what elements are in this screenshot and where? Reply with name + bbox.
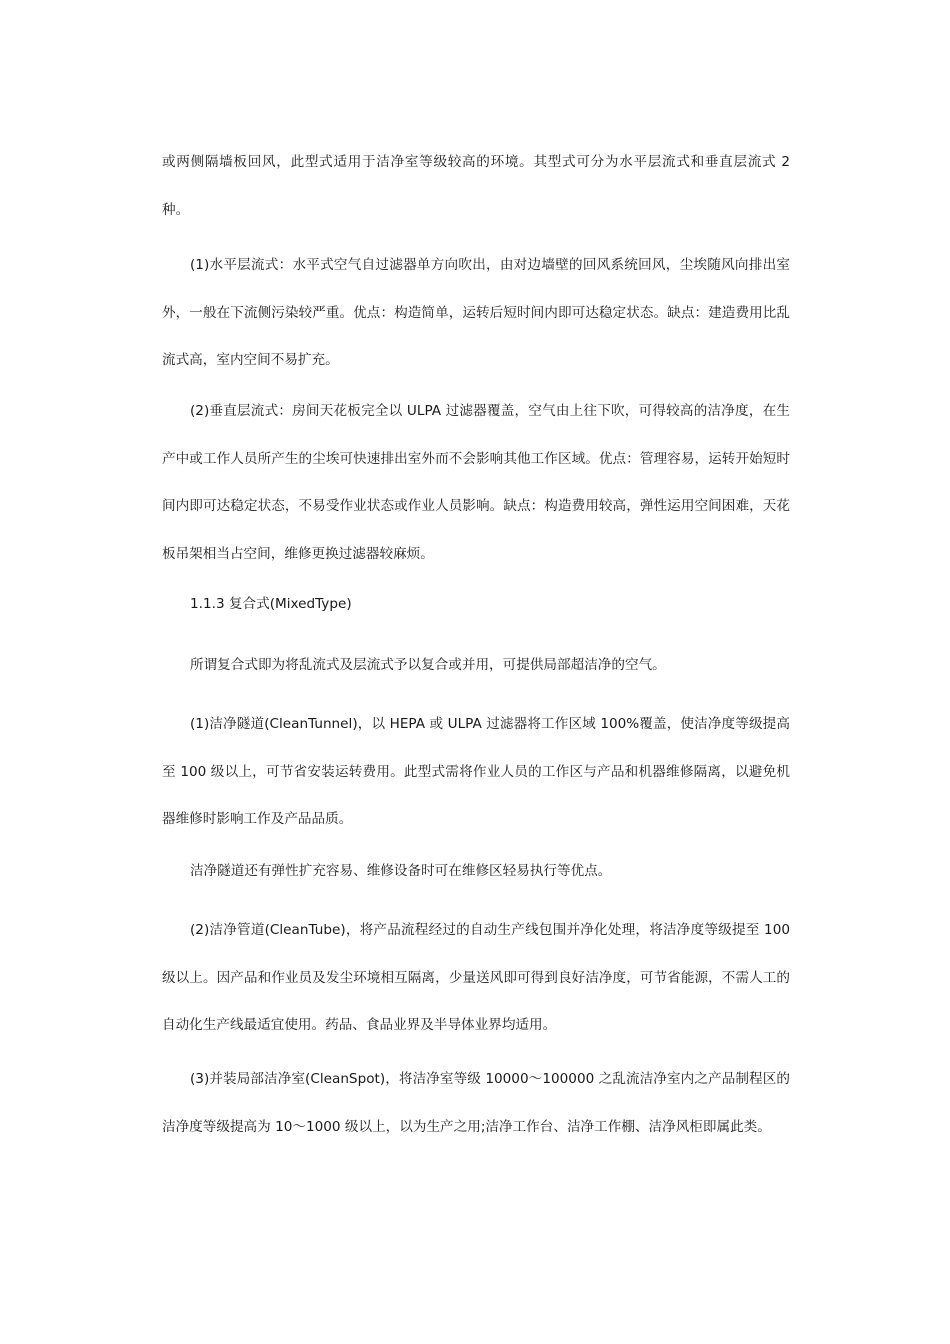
paragraph-clean-tunnel: (1)洁净隧道(CleanTunnel)，以 HEPA 或 ULPA 过滤器将工作区域 100%覆盖，使洁净度等级提高至 100 级以上，可节省安装运转费用。此型式需将作业人员的工作区与产品和机器维修隔离，以避免机器维修时影响工作及产品品质。: [162, 716, 790, 827]
paragraph-clean-tunnel-advantages: 洁净隧道还有弹性扩充容易、维修设备时可在维修区轻易执行等优点。: [190, 863, 612, 879]
paragraph-vertical-laminar-flow: (2)垂直层流式：房间天花板完全以 ULPA 过滤器覆盖，空气由上往下吹，可得较高的洁净度，在生产中或工作人员所产生的尘埃可快速排出室外而不会影响其他工作区域。优点：管理容易，运转开始短时间内即可达稳定状态，不易受作业状态或作业人员影响。缺点：构造费用较高，弹性运用空间困难，天花板吊架相当占空间，维修更换过滤器较麻烦。: [162, 403, 790, 562]
paragraph-clean-tube: (2)洁净管道(CleanTube)，将产品流程经过的自动生产线包围并净化处理，将洁净度等级提至 100 级以上。因产品和作业员及发尘环境相互隔离，少量送风即可得到良好洁净度，可节省能源，不需人工的自动化生产线最适宜使用。药品、食品业界及半导体业界均适用。: [162, 922, 790, 1033]
section-heading-mixed-type: 1.1.3 复合式(MixedType): [190, 596, 352, 612]
paragraph-clean-spot: (3)并装局部洁净室(CleanSpot)，将洁净室等级 10000～100000 之乱流洁净室内之产品制程区的洁净度等级提高为 10～1000 级以上，以为生产之用;洁净工作台、洁净工作棚、洁净风柜即属此类。: [162, 1071, 790, 1135]
paragraph-horizontal-laminar-flow: (1)水平层流式：水平式空气自过滤器单方向吹出，由对边墙壁的回风系统回风，尘埃随风向排出室外，一般在下流侧污染较严重。优点：构造简单，运转后短时间内即可达稳定状态。缺点：建造费用比乱流式高，室内空间不易扩充。: [162, 257, 790, 368]
paragraph-return-air-intro: 或两侧隔墙板回风，此型式适用于洁净室等级较高的环境。其型式可分为水平层流式和垂直层流式 2 种。: [162, 154, 790, 218]
paragraph-mixed-type-definition: 所谓复合式即为将乱流式及层流式予以复合或并用，可提供局部超洁净的空气。: [190, 657, 666, 673]
